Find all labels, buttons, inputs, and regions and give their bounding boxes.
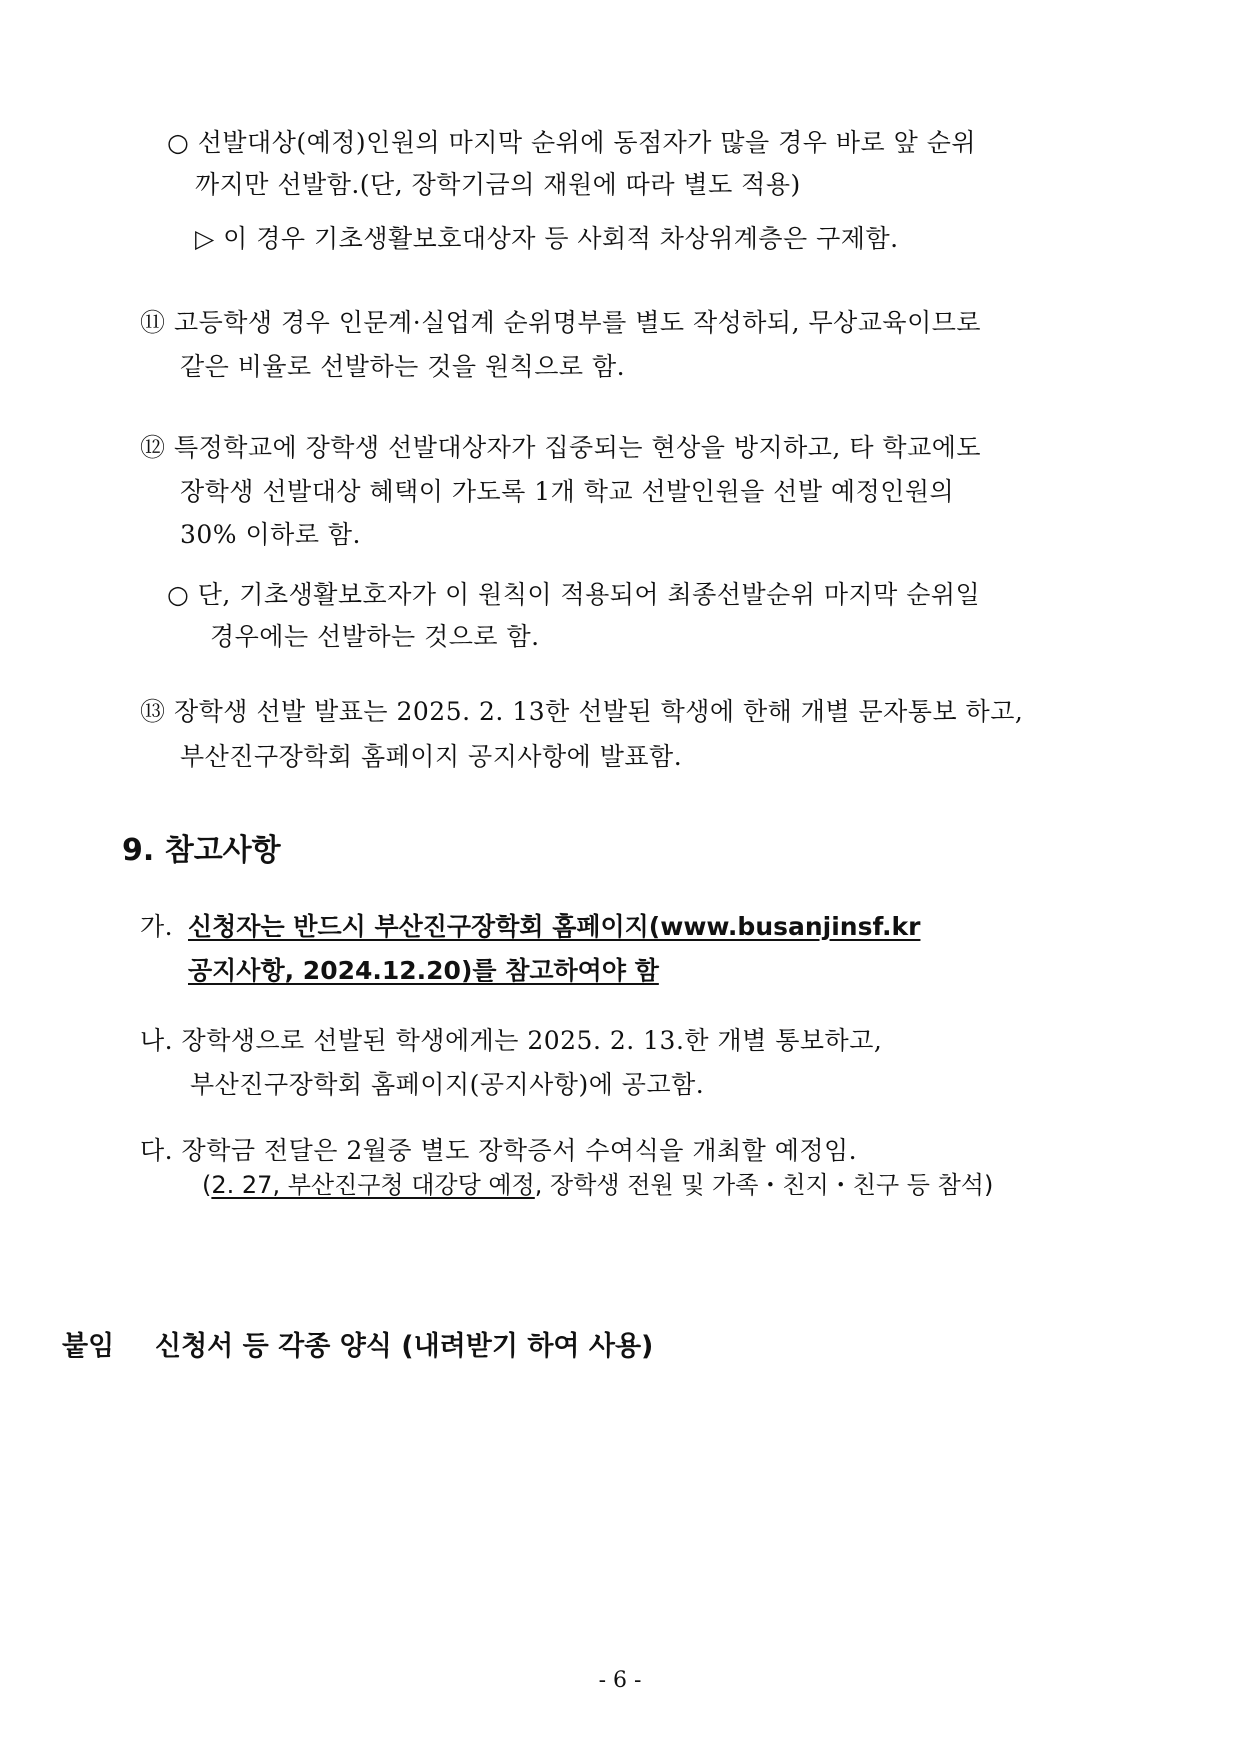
list-item-cont	[202, 1168, 993, 1202]
notice-line-underlined: 공지사항, 2024.12.20)를 참고하여야 함	[188, 956, 659, 985]
list-item-cont: 부산진구장학회 홈페이지(공지사항)에 공고함.	[190, 1070, 705, 1099]
triangle-item-line: ▷ 이 경우 기초생활보호대상자 등 사회적 차상위계층은 구제함.	[195, 224, 899, 253]
list-item: 나. 장학생으로 선발된 학생에게는 2025. 2. 13.한 개별 통보하고,	[140, 1026, 883, 1055]
numbered-item-11: ⑪ 고등학생 경우 인문계·실업계 순위명부를 별도 작성하되, 무상교육이므로	[140, 308, 982, 337]
page-number: - 6 -	[598, 1668, 642, 1693]
attachment-text: 신청서 등 각종 양식 (내려받기 하여 사용)	[155, 1331, 654, 1362]
event-attendees: , 장학생 전원 및 가족・친지・친구 등 참석)	[534, 1171, 994, 1199]
attachment-label: 붙임	[62, 1331, 115, 1362]
numbered-item-13: ⑬ 장학생 선발 발표는 2025. 2. 13한 선발된 학생에 한해 개별 문자통보 하고,	[140, 697, 1024, 726]
notice-line-underlined: 신청자는 반드시 부산진구장학회 홈페이지(www.busanjinsf.kr	[188, 912, 921, 941]
list-item: 다. 장학금 전달은 2월중 별도 장학증서 수여식을 개최할 예정임.	[140, 1136, 858, 1165]
circle-item-line: 경우에는 선발하는 것으로 함.	[210, 622, 540, 651]
numbered-item-12: ⑫ 특정학교에 장학생 선발대상자가 집중되는 현상을 방지하고, 타 학교에도	[140, 433, 982, 462]
numbered-item-12-cont: 장학생 선발대상 혜택이 가도록 1개 학교 선발인원을 선발 예정인원의	[180, 477, 955, 506]
circle-item-line: 까지만 선발함.(단, 장학기금의 재원에 따라 별도 적용)	[195, 170, 801, 199]
circle-item-line: ○ 선발대상(예정)인원의 마지막 순위에 동점자가 많을 경우 바로 앞 순위	[167, 128, 977, 157]
list-marker: 가.	[140, 912, 174, 941]
numbered-item-13-cont: 부산진구장학회 홈페이지 공지사항에 발표함.	[180, 742, 683, 771]
numbered-item-12-cont: 30% 이하로 함.	[180, 520, 362, 549]
event-date-location: 2. 27, 부산진구청 대강당 예정	[211, 1171, 535, 1199]
numbered-item-11-cont: 같은 비율로 선발하는 것을 원칙으로 함.	[180, 352, 626, 381]
paren-open: (	[202, 1171, 212, 1199]
section-heading: 9. 참고사항	[122, 833, 281, 868]
circle-item-line: ○ 단, 기초생활보호자가 이 원칙이 적용되어 최종선발순위 마지막 순위일	[167, 580, 981, 609]
